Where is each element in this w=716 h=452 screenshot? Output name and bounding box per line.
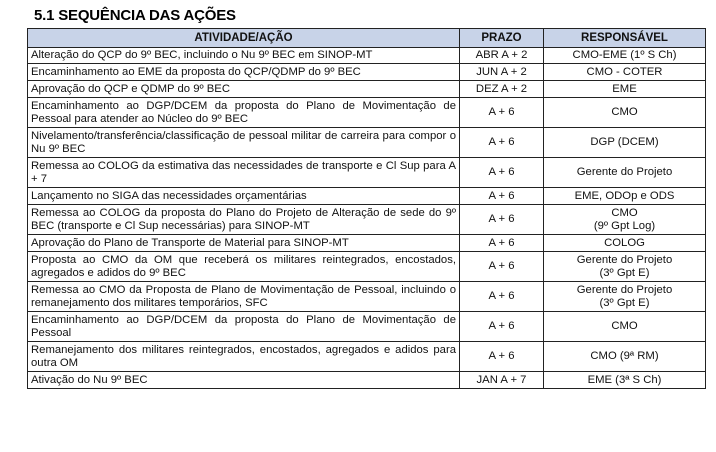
responsible-cell [544, 235, 706, 252]
responsible-cell [544, 48, 706, 64]
deadline-cell: A + 6 [460, 312, 544, 342]
table-row [28, 158, 706, 188]
responsible-cell [544, 252, 706, 282]
table-row [28, 98, 706, 128]
responsible-cell [544, 342, 706, 372]
responsible-line: CMO [611, 320, 638, 332]
responsible-line: EME, ODOp e ODS [574, 189, 675, 202]
table-row [28, 235, 706, 252]
actions-table [27, 28, 706, 389]
deadline-cell: ABR A + 2 [460, 48, 544, 64]
deadline-cell: A + 6 [460, 98, 544, 128]
responsible-cell [544, 98, 706, 128]
responsible-line: EME (3ª S Ch) [587, 373, 662, 386]
responsible-line: CMO (9ª RM) [590, 350, 659, 362]
responsible-cell [544, 282, 706, 312]
table-row [28, 188, 706, 205]
responsible-line: (3º Gpt E) [599, 266, 650, 279]
table-row [28, 312, 706, 342]
table-row [28, 48, 706, 64]
activity-cell: Aprovação do QCP e QDMP do 9º BEC [28, 81, 460, 98]
table-row [28, 282, 706, 312]
table-body [28, 48, 706, 389]
activity-cell: Remessa ao COLOG da estimativa das necessidades de transporte e Cl Sup para A + 7 [28, 158, 460, 188]
header-deadline: PRAZO [460, 29, 544, 48]
deadline-cell: A + 6 [460, 342, 544, 372]
responsible-cell [544, 312, 706, 342]
responsible-cell [544, 128, 706, 158]
deadline-cell: DEZ A + 2 [460, 81, 544, 98]
responsible-line: EME [612, 82, 637, 95]
responsible-line: CMO - COTER [586, 65, 663, 78]
responsible-line: CMO [611, 206, 638, 219]
responsible-line: CMO-EME (1º S Ch) [572, 49, 677, 61]
activity-cell: Remessa ao COLOG da proposta do Plano do Projeto de Alteração de sede do 9º BEC (transporte e Cl Sup necessárias) para SINOP-MT [28, 205, 460, 235]
table-row [28, 128, 706, 158]
activity-cell: Remanejamento dos militares reintegrados, encostados, agregados e adidos para outra OM [28, 342, 460, 372]
table-row [28, 64, 706, 81]
deadline-cell: A + 6 [460, 205, 544, 235]
responsible-cell [544, 158, 706, 188]
table-row [28, 372, 706, 389]
section-title: 5.1 SEQUÊNCIA DAS AÇÕES [34, 7, 236, 24]
responsible-line: Gerente do Projeto [576, 253, 673, 266]
responsible-cell [544, 188, 706, 205]
deadline-cell: A + 6 [460, 282, 544, 312]
responsible-cell [544, 81, 706, 98]
activity-cell: Encaminhamento ao DGP/DCEM da proposta do Plano de Movimentação de Pessoal [28, 312, 460, 342]
responsible-line: (3º Gpt E) [599, 296, 650, 309]
responsible-cell [544, 64, 706, 81]
responsible-line: Gerente do Projeto [576, 166, 673, 178]
activity-cell: Aprovação do Plano de Transporte de Material para SINOP-MT [28, 235, 460, 252]
table-header-row [28, 29, 706, 48]
responsible-line: Gerente do Projeto [576, 283, 673, 296]
deadline-cell: A + 6 [460, 188, 544, 205]
table-row [28, 81, 706, 98]
deadline-cell: A + 6 [460, 235, 544, 252]
table-row [28, 342, 706, 372]
responsible-line: (9º Gpt Log) [593, 219, 656, 232]
deadline-cell: A + 6 [460, 252, 544, 282]
deadline-cell: JAN A + 7 [460, 372, 544, 389]
activity-cell: Proposta ao CMO da OM que receberá os militares reintegrados, encostados, agregados e adidos do 9º BEC [28, 252, 460, 282]
responsible-line: DGP (DCEM) [590, 136, 659, 148]
activity-cell: Nivelamento/transferência/classificação de pessoal militar de carreira para compor o Nu 9º BEC [28, 128, 460, 158]
deadline-cell: A + 6 [460, 128, 544, 158]
table-row [28, 252, 706, 282]
responsible-cell [544, 205, 706, 235]
activity-cell: Lançamento no SIGA das necessidades orçamentárias [28, 188, 460, 205]
deadline-cell: A + 6 [460, 158, 544, 188]
deadline-cell: JUN A + 2 [460, 64, 544, 81]
activity-cell: Alteração do QCP do 9º BEC, incluindo o Nu 9º BEC em SINOP-MT [28, 48, 460, 64]
activity-cell: Encaminhamento ao EME da proposta do QCP/QDMP do 9º BEC [28, 64, 460, 81]
responsible-line: COLOG [604, 236, 645, 249]
activity-cell: Remessa ao CMO da Proposta de Plano de Movimentação de Pessoal, incluindo o remanejamento dos militares temporários, SFC [28, 282, 460, 312]
header-activity: ATIVIDADE/AÇÃO [28, 29, 460, 48]
responsible-cell [544, 372, 706, 389]
table-row [28, 205, 706, 235]
header-responsible: RESPONSÁVEL [544, 29, 706, 48]
activity-cell: Encaminhamento ao DGP/DCEM da proposta do Plano de Movimentação de Pessoal para atender ao Núcleo do 9º BEC [28, 98, 460, 128]
responsible-line: CMO [611, 106, 638, 118]
activity-cell: Ativação do Nu 9º BEC [28, 372, 460, 389]
